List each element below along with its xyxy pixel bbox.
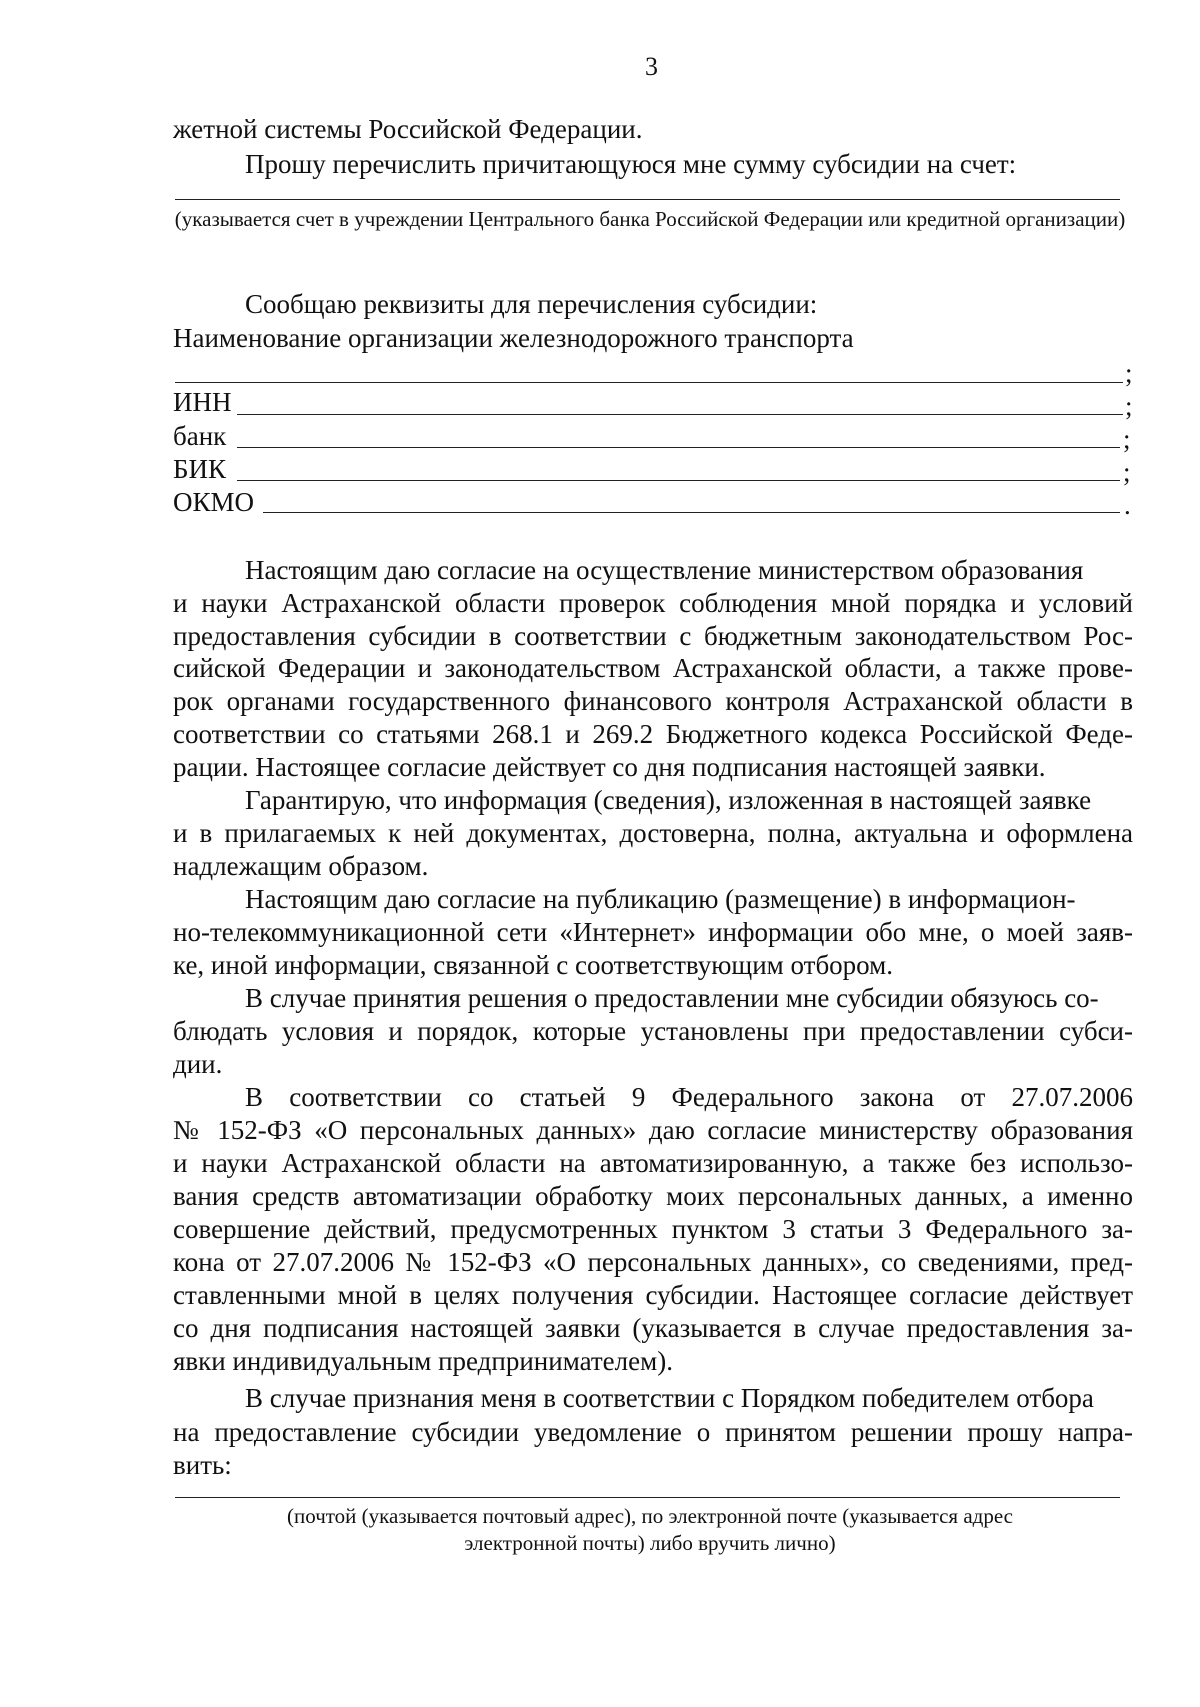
account-note: (указывается счет в учреждении Центрального банка Российской Федерации или кредитной организации) [174,207,1126,231]
org-label: Наименование организации железнодорожного транспорта [173,323,854,353]
p1-line-6: соответствии со статьями 268.1 и 269.2 Бюджетного кодекса Российской Феде- [173,719,1133,749]
p5-line-1: В соответствии со статьей 9 Федерального закона от 27.07.2006 [245,1082,1133,1112]
org-name-line [175,382,1123,383]
p4-line-3: дии. [173,1049,223,1079]
p1-line-3: предоставления субсидии в соответствии с бюджетным законодательством Рос- [173,621,1133,651]
intro-line-2: Прошу перечислить причитающуюся мне сумму субсидии на счет: [245,149,1017,179]
okmo-period: . [1124,490,1131,520]
page-number: 3 [645,52,658,81]
delivery-line [175,1497,1120,1498]
p5-line-8: со дня подписания настоящей заявки (указывается в случае предоставления за- [173,1313,1133,1343]
p6-line-1: В случае признания меня в соответствии с Порядком победителем отбора [245,1383,1094,1413]
p3-line-3: ке, иной информации, связанной с соответствующим отбором. [173,950,894,980]
p1-line-1: Настоящим даю согласие на осуществление министерством образования [245,555,1084,585]
p1-line-7: рации. Настоящее согласие действует со дня подписания настоящей заявки. [173,752,1046,782]
account-line [175,199,1120,200]
p5-line-7: ставленными мной в целях получения субсидии. Настоящее согласие действует [173,1280,1133,1310]
p1-line-5: рок органами государственного финансового контроля Астраханской области в [173,686,1133,716]
p3-line-1: Настоящим даю согласие на публикацию (размещение) в информацион- [245,884,1076,914]
bank-label: банк [173,421,227,451]
p2-line-2: и в прилагаемых к ней документах, достоверна, полна, актуальна и оформлена [173,818,1133,848]
inn-line [237,414,1123,415]
p6-line-3: вить: [173,1450,232,1480]
p2-line-3: надлежащим образом. [173,851,429,881]
p5-line-6: кона от 27.07.2006 № 152-ФЗ «О персональных данных», со сведениями, пред- [173,1247,1133,1277]
p1-line-2: и науки Астраханской области проверок соблюдения мной порядка и условий [173,588,1133,618]
p6-line-2: на предоставление субсидии уведомление о принятом решении прошу напра- [173,1417,1133,1447]
inn-semicolon: ; [1125,391,1133,421]
p4-line-1: В случае принятия решения о предоставлении мне субсидии обязуюсь со- [245,983,1099,1013]
inn-label: ИНН [173,387,232,417]
bank-line [237,447,1120,448]
requisites-heading: Сообщаю реквизиты для перечисления субсидии: [245,289,818,319]
okmo-line [263,512,1120,513]
bank-semicolon: ; [1123,424,1131,454]
bik-semicolon: ; [1123,457,1131,487]
p1-line-4: сийской Федерации и законодательством Астраханской области, а также прове- [173,653,1133,683]
p5-line-4: вания средств автоматизации обработку моих персональных данных, а именно [173,1181,1133,1211]
bik-line [237,480,1120,481]
intro-line-1: жетной системы Российской Федерации. [173,114,643,144]
delivery-note: (почтой (указывается почтовый адрес), по электронной почте (указывается адрес электронной почты) либо вручить лично) [287,1504,1013,1555]
p2-line-1: Гарантирую, что информация (сведения), изложенная в настоящей заявке [245,785,1092,815]
bik-label: БИК [173,454,227,484]
p4-line-2: блюдать условия и порядок, которые установлены при предоставлении субси- [173,1016,1133,1046]
org-semicolon: ; [1125,358,1133,388]
p5-line-5: совершение действий, предусмотренных пунктом 3 статьи 3 Федерального за- [173,1214,1133,1244]
p5-line-2: № 152-ФЗ «О персональных данных» даю согласие министерству образования [173,1115,1133,1145]
okmo-label: ОКМО [173,487,255,517]
p5-line-9: явки индивидуальным предпринимателем). [173,1346,673,1376]
p3-line-2: но-телекоммуникационной сети «Интернет» информации обо мне, о моей заяв- [173,917,1133,947]
p5-line-3: и науки Астраханской области на автоматизированную, а также без использо- [173,1148,1133,1178]
